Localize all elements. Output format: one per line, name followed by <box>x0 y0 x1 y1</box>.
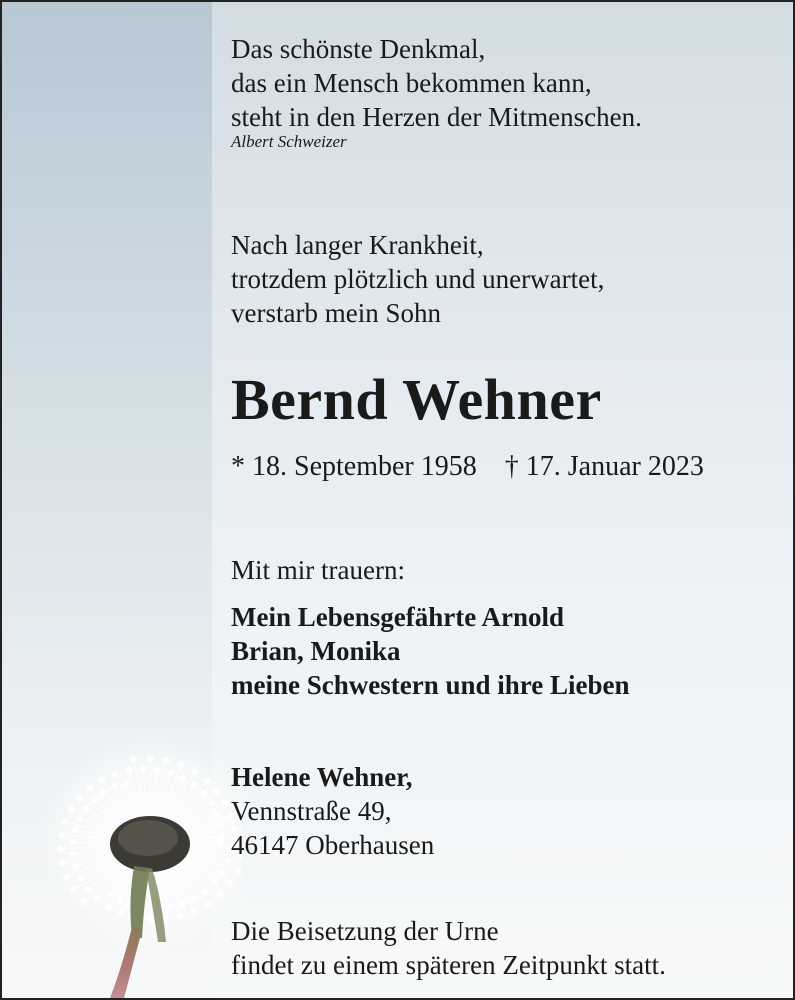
quote-line: Das schönste Denkmal, <box>231 34 486 64</box>
intro-line: Nach langer Krankheit, <box>231 230 484 260</box>
life-dates <box>231 449 704 485</box>
quote-line: das ein Mensch bekommen kann, <box>231 68 592 98</box>
dandelion-image <box>2 732 242 998</box>
mourners-list <box>231 600 630 702</box>
death-date: † 17. Januar 2023 <box>504 451 704 482</box>
birth-date: * 18. September 1958 <box>231 451 477 482</box>
signer-address <box>231 760 434 862</box>
quote-block <box>231 32 642 134</box>
intro-block <box>231 228 604 330</box>
burial-line: Die Beisetzung der Urne <box>231 916 499 946</box>
mourner-line: Brian, Monika <box>231 636 401 666</box>
mourner-line: Mein Lebensgefährte Arnold <box>231 602 564 632</box>
signer-city: 46147 Oberhausen <box>231 830 435 860</box>
burial-line: findet zu einem späteren Zeitpunkt statt. <box>231 950 666 980</box>
intro-line: verstarb mein Sohn <box>231 298 441 328</box>
mourner-line: meine Schwestern und ihre Lieben <box>231 670 630 700</box>
signer-street: Vennstraße 49, <box>231 796 392 826</box>
burial-notice <box>231 914 666 982</box>
intro-line: trotzdem plötzlich und unerwartet, <box>231 264 605 294</box>
quote-line: steht in den Herzen der Mitmenschen. <box>231 102 642 132</box>
signer-name: Helene Wehner, <box>231 762 413 792</box>
quote-author: Albert Schweizer <box>231 132 347 151</box>
mourners-label: Mit mir trauern: <box>231 555 405 585</box>
deceased-name: Bernd Wehner <box>231 367 602 432</box>
